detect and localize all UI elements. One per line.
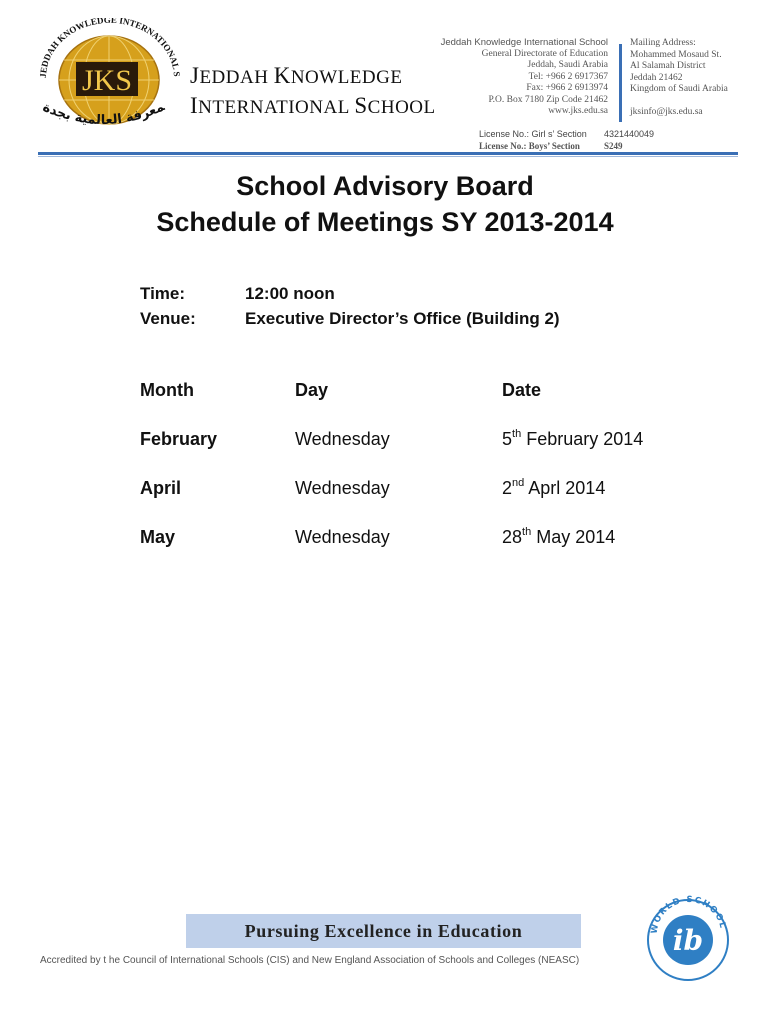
license-info (479, 128, 654, 152)
contact-block (420, 37, 608, 118)
header-divider (619, 44, 622, 122)
ib-logo-text: ib (672, 924, 704, 957)
logo-ring-text: JEDDAH KNOWLEDGE INTERNATIONAL S (37, 18, 183, 79)
contact-line: P.O. Box 7180 Zip Code 21462 (488, 94, 608, 105)
mailing-address (630, 38, 765, 118)
logo-arabic-text: معرفة العالمية بجدة (40, 99, 167, 129)
website-link[interactable]: www.jks.edu.sa (548, 106, 608, 116)
school-name-line1: JEDDAH KNOWLEDGE (190, 63, 403, 88)
month-cell: April (140, 478, 182, 498)
ib-ring-text: WORLD SCHOOL (649, 894, 728, 935)
day-cell: Wednesday (295, 478, 390, 498)
date-cell: 2nd Aprl 2014 (502, 477, 606, 498)
time-label: Time: (140, 284, 186, 303)
column-header-day: Day (295, 380, 329, 400)
day-cell: Wednesday (295, 429, 390, 449)
contact-line: Fax: +966 2 6913974 (526, 83, 608, 93)
venue-label: Venue: (140, 309, 196, 328)
header-rule (38, 152, 738, 155)
column-header-month: Month (140, 380, 194, 400)
school-name-line2: INTERNATIONAL SCHOOL (190, 93, 436, 118)
motto-banner: Pursuing Excellence in Education (186, 914, 581, 948)
header-rule-thin (38, 156, 738, 157)
mailing-line: Mailing Address: (630, 38, 696, 48)
contact-line: Jeddah, Saudi Arabia (527, 60, 608, 70)
mailing-line: Al Salamah District (630, 61, 706, 71)
column-header-date: Date (502, 380, 542, 400)
school-logo (24, 18, 184, 136)
document-title: School Advisory Board (236, 171, 534, 201)
mailing-line: Mohammed Mosaud St. (630, 49, 722, 60)
license-row: License No.: Girl s’ Section 4321440049 (479, 129, 655, 139)
time-value: 12:00 noon (245, 284, 335, 303)
date-cell: 28th May 2014 (502, 526, 616, 547)
document-subtitle: Schedule of Meetings SY 2013-2014 (156, 207, 614, 237)
contact-line: Tel: +966 2 6917367 (528, 71, 608, 82)
license-row: License No.: Boys’ Section S249 (479, 141, 623, 151)
logo-initials: JKS (81, 64, 133, 97)
contact-line: General Directorate of Education (481, 48, 608, 59)
ib-world-school-logo (643, 894, 733, 984)
venue-value: Executive Director’s Office (Building 2) (245, 309, 560, 328)
contact-line: Jeddah Knowledge International School (440, 37, 608, 48)
accreditation-text: Accredited by t he Council of International Schools (CIS) and New England Association of Schools and Colleges (NEASC) (40, 955, 580, 966)
school-name (190, 62, 436, 122)
month-cell: May (140, 527, 176, 547)
email-link[interactable]: jksinfo@jks.edu.sa (630, 106, 703, 117)
date-cell: 5th February 2014 (502, 428, 644, 449)
month-cell: February (140, 429, 218, 449)
mailing-line: Jeddah 21462 (630, 72, 683, 83)
mailing-line: Kingdom of Saudi Arabia (630, 84, 728, 94)
day-cell: Wednesday (295, 527, 390, 547)
